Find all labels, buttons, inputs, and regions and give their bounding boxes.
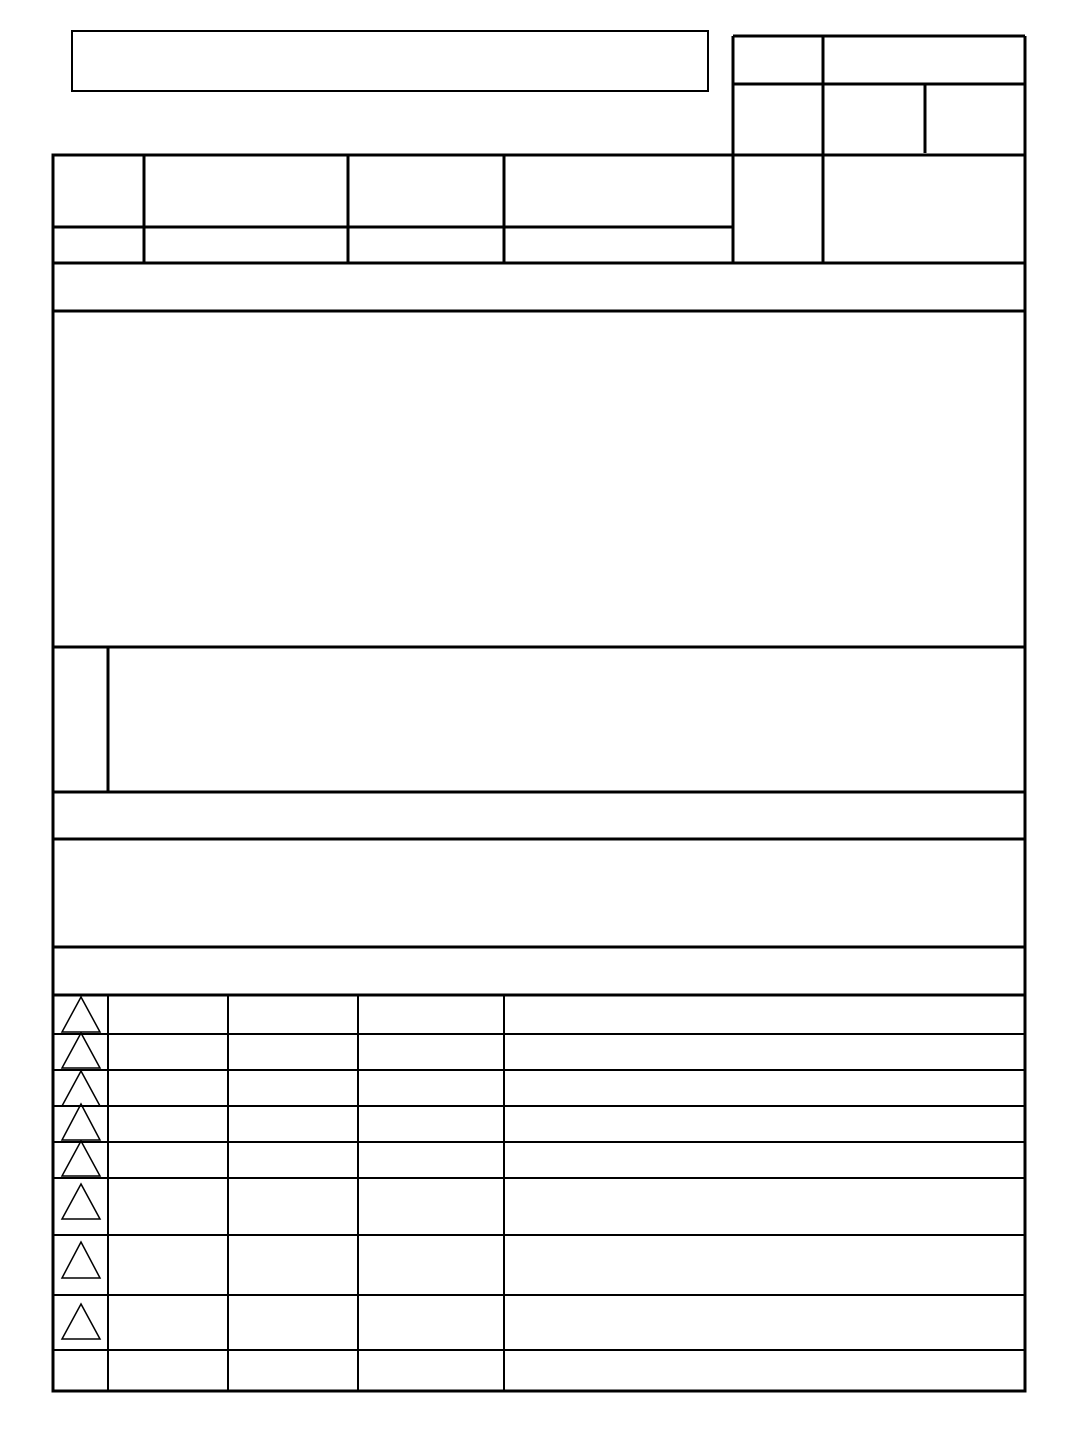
triangle-icon: [62, 1104, 100, 1140]
triangle-icon: [62, 1184, 100, 1219]
section-lines: [53, 311, 1025, 995]
header-grid: [53, 155, 1025, 263]
triangle-icon: [62, 1071, 100, 1106]
revision-marks: [62, 997, 100, 1339]
revision-table: [53, 995, 1025, 1391]
triangle-icon: [62, 1304, 100, 1339]
triangle-icon: [62, 997, 100, 1032]
approval-block: [733, 36, 1025, 155]
title-box: [72, 31, 708, 91]
triangle-icon: [62, 1141, 100, 1176]
main-frame: [53, 155, 1025, 1391]
triangle-icon: [62, 1033, 100, 1068]
triangle-icon: [62, 1242, 100, 1278]
